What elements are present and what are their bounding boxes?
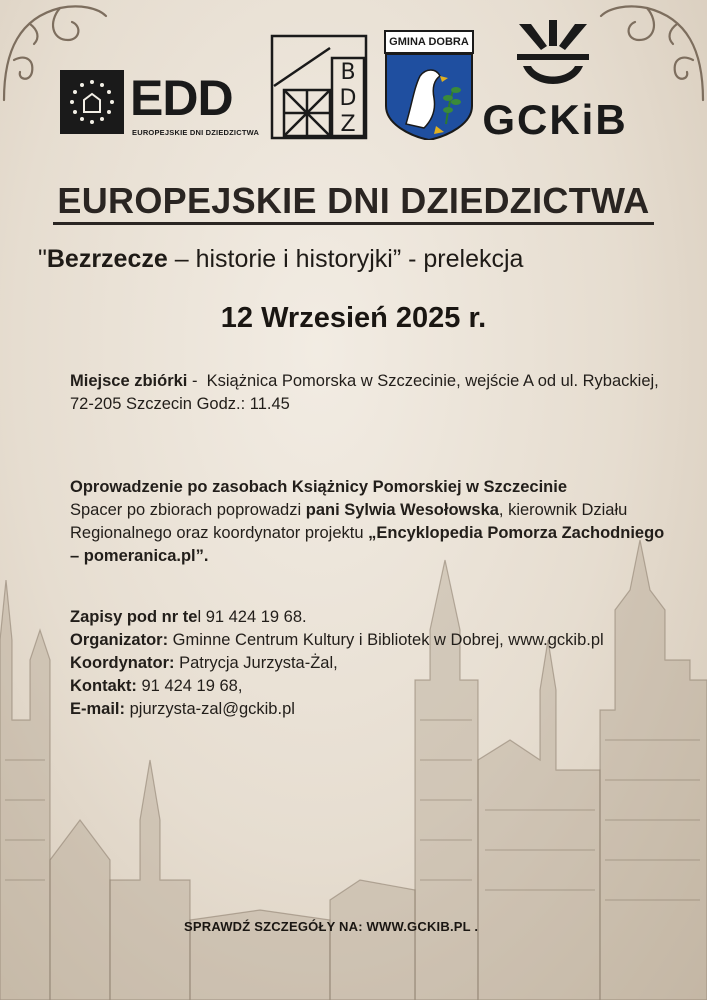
edd-subtitle: EUROPEJSKIE DNI DZIEDZICTWA [132,128,260,137]
email-label: E-mail: [70,700,126,718]
coat-of-arms-icon [384,54,474,140]
gckib-emblem-icon [513,20,593,92]
meeting-label: Miejsce zbiórki [70,372,188,390]
subtitle-open-quote: " [38,245,47,273]
tour-heading: Oprowadzenie po zasobach Książnicy Pomorskiej w Szczecinie [70,478,567,496]
tour-text-1: Spacer po zbiorach poprowadzi [70,501,306,519]
event-subtitle [38,245,688,274]
coordinator-label: Koordynator: [70,654,175,672]
tour-project: „Encyklopedia Pomorza Zachodniego – pomeranica.pl”. [70,524,665,565]
page-title [0,180,707,222]
eu-stars-icon [60,70,124,134]
gmina-dobra-logo [384,30,474,140]
tour-text-2: , kierownik Działu Regionalnego oraz koordynator projektu [70,501,628,542]
bdz-logo [270,34,368,140]
signup-label: Zapisy pod nr te [70,608,198,626]
coordinator-value: Patrycja Jurzysta-Żal, [174,654,338,672]
meeting-place-block [70,370,670,416]
organizer-label: Organizator: [70,631,169,649]
bdz-letter-z: Z [340,112,356,137]
signup-phone: l 91 424 19 68. [197,608,307,626]
subtitle-bold: Bezrzecze [46,245,168,273]
email-value: pjurzysta-zal@gckib.pl [125,700,295,718]
contact-value: 91 424 19 68, [136,677,243,695]
gckib-wordmark: GCKiB [482,96,628,143]
edd-logo [60,70,260,140]
meeting-place: Książnica Pomorska w Szczecinie, wejście A od ul. Rybackiej, 72-205 Szczecin Godz.: 11.45 [70,372,659,413]
edd-letters: EDD [130,70,233,126]
event-date: 12 Wrzesień 2025 r. [220,302,487,334]
bdz-letter-d: D [339,86,357,111]
tour-block [70,476,670,568]
gckib-logo [480,20,630,145]
contact-label: Kontakt: [70,677,137,695]
edd-emblem [60,70,124,134]
subtitle-rest: – historie i historyjki” - prelekcja [167,245,524,273]
title-text: EUROPEJSKIE DNI DZIEDZICTWA [53,180,653,225]
tour-guide: pani Sylwia Wesołowska [305,501,499,519]
gmina-label: GMINA DOBRA [384,30,474,54]
bdz-letter-b: B [340,60,356,85]
organizer-value: Gminne Centrum Kultury i Bibliotek w Dobrej, www.gckib.pl [168,631,604,649]
meeting-separator: - [187,372,207,390]
info-block [70,606,670,721]
footer-website: SPRAWDŹ SZCZEGÓŁY NA: WWW.GCKIB.PL . [184,919,479,934]
